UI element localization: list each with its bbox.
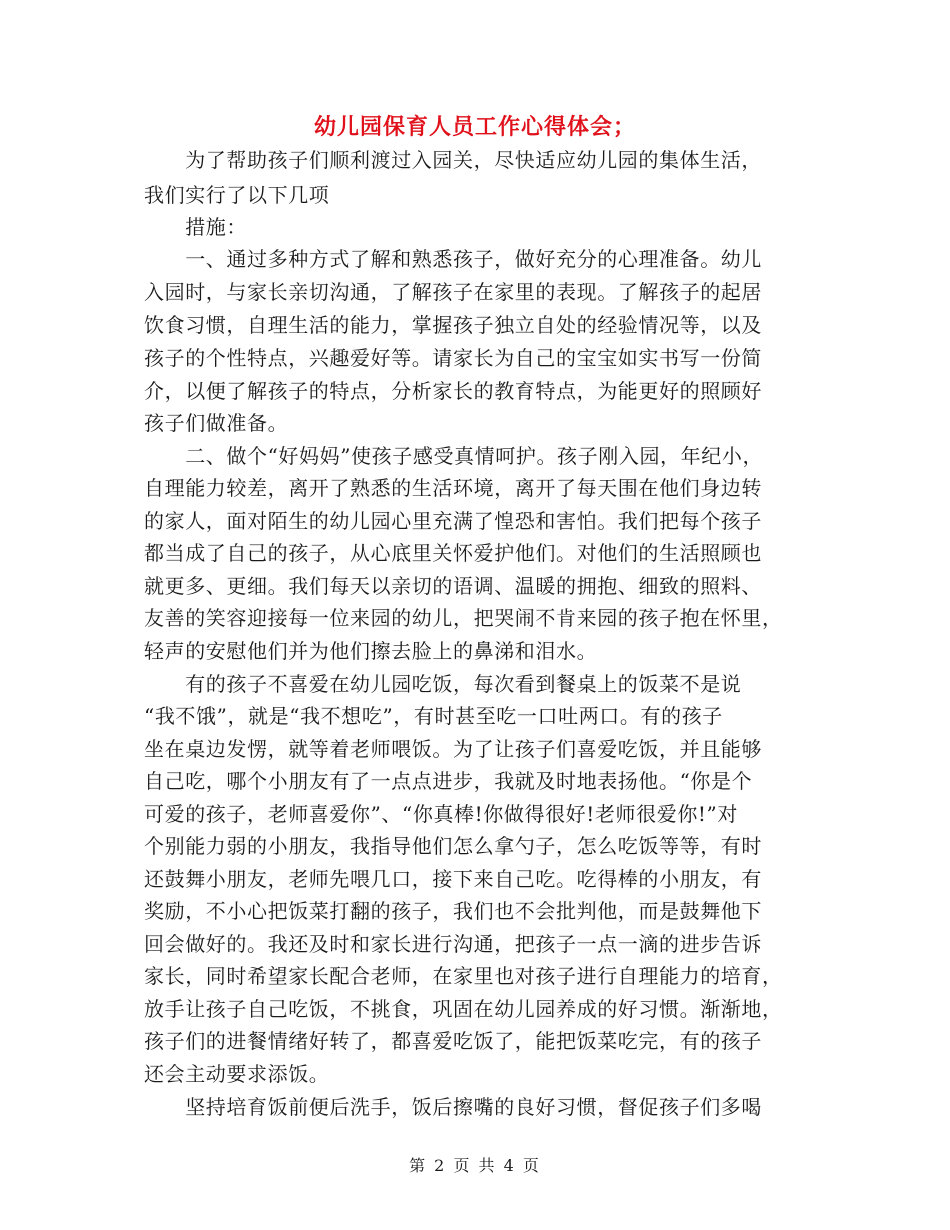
text-line: 轻声的安慰他们并为他们擦去脸上的鼻涕和泪水。 (144, 639, 598, 663)
text-line: 措施： (144, 215, 247, 239)
text-line: 个别能力弱的小朋友，我指导他们怎么拿勺子，怎么吃饭等等，有时 (144, 834, 762, 858)
text-line: 奖励，不小心把饭菜打翻的孩子，我们也不会批判他，而是鼓舞他下 (144, 899, 762, 923)
document-title: 幼儿园保育人员工作心得体会； (313, 114, 636, 140)
text-line: 还会主动要求添饭。 (144, 1062, 330, 1086)
text-line: 孩子们做准备。 (144, 411, 289, 435)
text-line: 还鼓舞小朋友，老师先喂几口，接下来自己吃。吃得棒的小朋友，有 (144, 867, 762, 891)
text-line: 一、通过多种方式了解和熟悉孩子，做好充分的心理准备。幼儿 (144, 247, 762, 271)
text-line: 坐在桌边发愣，就等着老师喂饭。为了让孩子们喜爱吃饭，并且能够 (144, 737, 762, 761)
text-line: 回会做好的。我还及时和家长进行沟通，把孩子一点一滴的进步告诉 (144, 932, 762, 956)
text-line: 都当成了自己的孩子，从心底里关怀爱护他们。对他们的生活照顾也 (144, 541, 762, 565)
text-line: 的家人，面对陌生的幼儿园心里充满了惶恐和害怕。我们把每个孩子 (144, 509, 762, 533)
text-line: 坚持培育饭前便后洗手，饭后擦嘴的良好习惯，督促孩子们多喝 (144, 1095, 762, 1119)
text-line: 可爱的孩子，老师喜爱你”、“你真棒!你做得很好!老师很爱你!”对 (144, 802, 738, 826)
page-footer: 第 2 页 共 4 页 (409, 1156, 541, 1175)
text-line: 家长，同时希望家长配合老师，在家里也对孩子进行自理能力的培育， (144, 964, 783, 988)
text-line: 孩子的个性特点，兴趣爱好等。请家长为自己的宝宝如实书写一份简 (144, 346, 762, 370)
text-line: 我们实行了以下几项 (144, 183, 330, 207)
text-line: 入园时，与家长亲切沟通，了解孩子在家里的表现。了解孩子的起居 (144, 280, 762, 304)
text-line: 饮食习惯，自理生活的能力，掌握孩子独立自处的经验情况等，以及 (144, 313, 762, 337)
text-line: 二、做个“好妈妈”使孩子感受真情呵护。孩子刚入园，年纪小， (144, 444, 764, 468)
text-line: “我不饿”，就是“我不想吃”，有时甚至吃一口吐两口。有的孩子 (144, 704, 723, 728)
text-line: 为了帮助孩子们顺利渡过入园关，尽快适应幼儿园的集体生活， (144, 148, 762, 172)
text-line: 自理能力较差，离开了熟悉的生活环境，离开了每天围在他们身边转 (144, 476, 762, 500)
text-line: 就更多、更细。我们每天以亲切的语调、温暖的拥抱、细致的照料、 (144, 574, 762, 598)
text-line: 自己吃，哪个小朋友有了一点点进步，我就及时地表扬他。“你是个 (144, 769, 753, 793)
text-line: 友善的笑容迎接每一位来园的幼儿，把哭闹不肯来园的孩子抱在怀里， (144, 606, 783, 630)
text-line: 放手让孩子自己吃饭，不挑食，巩固在幼儿园养成的好习惯。渐渐地， (144, 997, 783, 1021)
text-line: 有的孩子不喜爱在幼儿园吃饭，每次看到餐桌上的饭菜不是说 (144, 672, 742, 696)
text-line: 孩子们的进餐情绪好转了，都喜爱吃饭了，能把饭菜吃完，有的孩子 (144, 1029, 762, 1053)
text-line: 介，以便了解孩子的特点，分析家长的教育特点，为能更好的照顾好 (144, 379, 762, 403)
